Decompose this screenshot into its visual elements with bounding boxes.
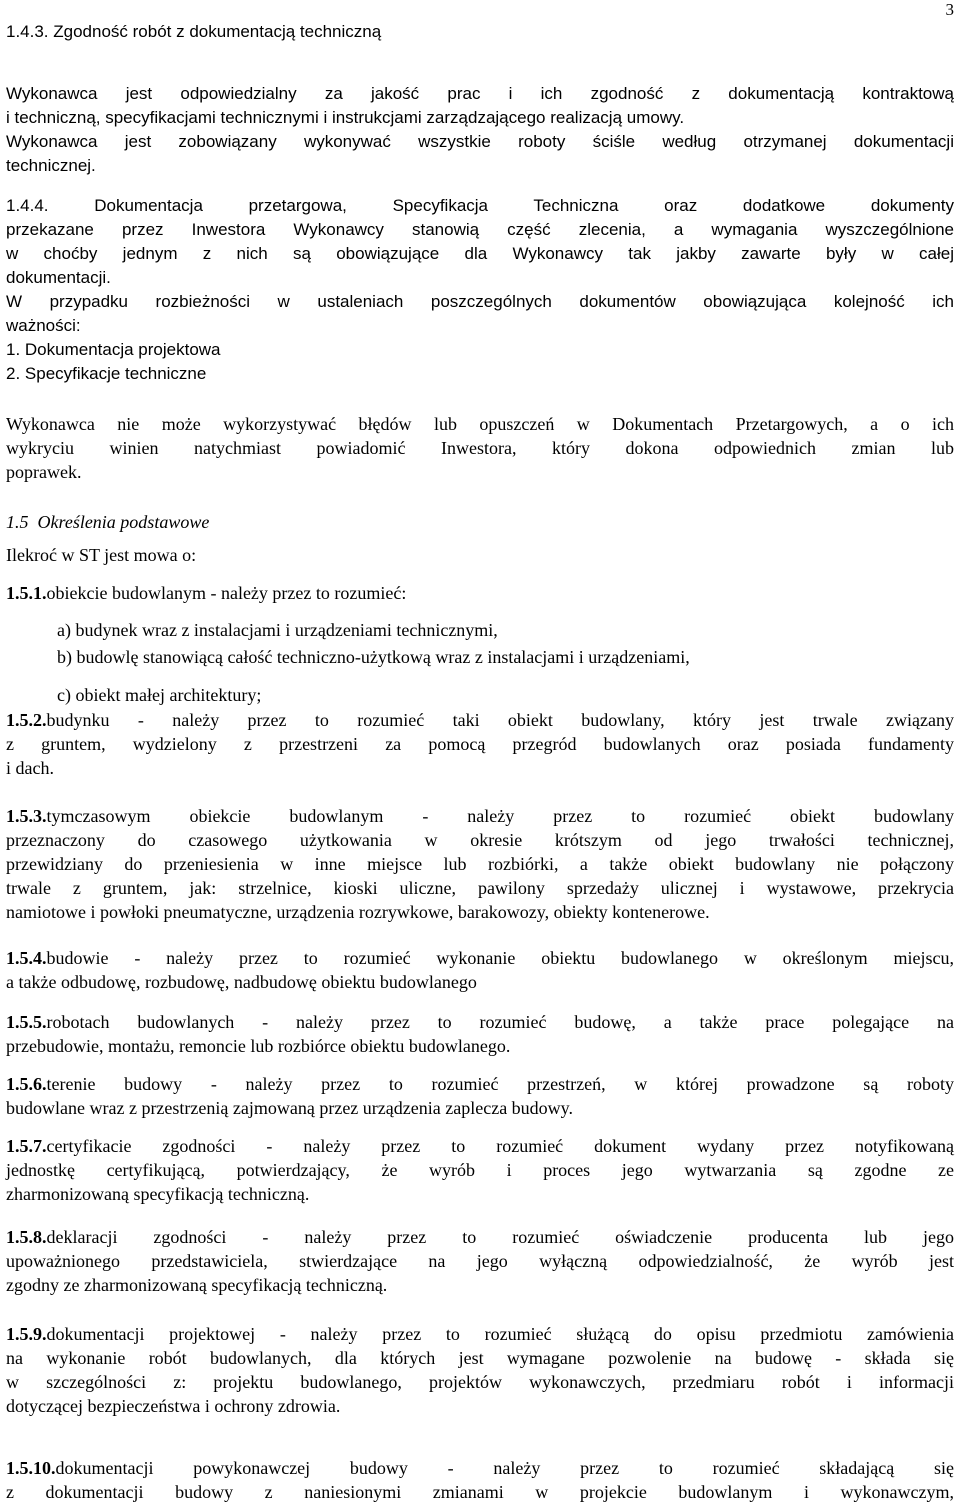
text-line: Wykonawca nie może wykorzystywać błędów lub opuszczeń w Dokumentach Przetargowych, a o ich: [6, 414, 954, 434]
text-line: [6, 1225, 954, 1249]
definition-text: deklaracji zgodności - należy przez to rozumieć oświadczenie producenta lub jego: [46, 1227, 954, 1247]
text-line: i techniczną, specyfikacjami technicznymi i instrukcjami zarządzającego realizacją umowy.: [6, 108, 685, 127]
text-line: ważności:: [6, 316, 81, 335]
text-line: namiotowe i powłoki pneumatyczne, urządzenia rozrywkowe, barakowozy, obiekty kontenerowe.: [6, 902, 710, 922]
definition-text: dokumentacji powykonawczej budowy - należy przez to rozumieć składającą się: [55, 1458, 954, 1478]
definition-152: [6, 708, 954, 780]
definition-154: [6, 946, 954, 994]
definition-text: terenie budowy - należy przez to rozumieć przestrzeń, w której prowadzone są roboty: [46, 1074, 954, 1094]
text-line: [6, 1456, 954, 1480]
definition-number: 1.5.7.: [6, 1136, 47, 1156]
definition-151: [6, 581, 954, 605]
definition-151-item-b: b) budowlę stanowiącą całość techniczno-użytkową wraz z instalacjami i urządzeniami,: [57, 647, 690, 667]
text-line: upoważnionego przedstawiciela, stwierdzające na jego wyłączną odpowiedzialność, że wyrób jest: [6, 1251, 954, 1271]
definition-number: 1.5.2.: [6, 710, 47, 730]
text-line: W przypadku rozbieżności w ustaleniach poszczególnych dokumentów obowiązująca kolejność ich: [6, 292, 954, 311]
text-line: w szczególności z: projektu budowlanego, projektów wykonawczych, przedmiaru robót i informacji: [6, 1372, 954, 1392]
text-line: przeznaczony do czasowego użytkowania w okresie krótszym od jego trwałości technicznej,: [6, 830, 954, 850]
paragraph-144: [6, 194, 954, 386]
text-line: na wykonanie robót budowlanych, dla których jest wymagane pozwolenie na budowę - składa się: [6, 1348, 954, 1368]
definition-text: obiekcie budowlanym - należy przez to rozumieć:: [46, 583, 407, 603]
definition-157: [6, 1134, 954, 1206]
text-line: a także odbudowę, rozbudowę, nadbudowę obiektu budowlanego: [6, 972, 477, 992]
definition-text: dokumentacji projektowej - należy przez to rozumieć służącą do opisu przedmiotu zamówienia: [46, 1324, 954, 1344]
text-line: [6, 708, 954, 732]
text-line: dotyczącej bezpieczeństwa i ochrony zdrowia.: [6, 1396, 341, 1416]
text-line: [6, 1322, 954, 1346]
definition-number: 1.5.8.: [6, 1227, 47, 1247]
text-line: w choćby jednym z nich są obowiązujące dla Wykonawcy tak jakby zawarte były w całej: [6, 244, 954, 263]
text-line: [6, 946, 954, 970]
definition-number: 1.5.9.: [6, 1324, 47, 1344]
text-line: 1.4.4. Dokumentacja przetargowa, Specyfikacja Techniczna oraz dodatkowe dokumenty: [6, 196, 954, 215]
text-line: Wykonawca jest odpowiedzialny za jakość prac i ich zgodność z dokumentacją kontraktową: [6, 84, 954, 103]
section-heading-15: 1.5 Określenia podstawowe: [6, 512, 210, 532]
definition-158: [6, 1225, 954, 1297]
definition-text: budynku - należy przez to rozumieć taki obiekt budowlany, który jest trwale związany: [46, 710, 954, 730]
section-title-143: 1.4.3. Zgodność robót z dokumentacją techniczną: [6, 22, 382, 41]
definition-151-item-c: c) obiekt małej architektury;: [57, 685, 262, 705]
list-item: 1. Dokumentacja projektowa: [6, 340, 221, 359]
text-line: z dokumentacji budowy z naniesionymi zmianami w projekcie budowlanym i wykonawczym,: [6, 1482, 954, 1502]
definition-156: [6, 1072, 954, 1120]
text-line: i dach.: [6, 758, 54, 778]
list-item: 2. Specyfikacje techniczne: [6, 364, 207, 383]
text-line: wykryciu winien natychmiast powiadomić Inwestora, który dokona odpowiednich zmian lub: [6, 438, 954, 458]
text-line: trwale z gruntem, jak: strzelnice, kioski uliczne, pawilony sprzedaży ulicznej i wystawowe, przekrycia: [6, 878, 954, 898]
text-line: poprawek.: [6, 462, 82, 482]
definition-number: 1.5.3.: [6, 806, 47, 826]
definition-number: 1.5.10.: [6, 1458, 56, 1478]
text-line: budowlane wraz z przestrzenią zajmowaną przez urządzenia zaplecza budowy.: [6, 1098, 574, 1118]
text-line: [6, 1010, 954, 1034]
definition-number: 1.5.4.: [6, 948, 47, 968]
section-intro: Ilekroć w ST jest mowa o:: [6, 545, 197, 565]
definition-text: robotach budowlanych - należy przez to rozumieć budowę, a także prace polegające na: [46, 1012, 954, 1032]
page-number: 3: [945, 0, 954, 19]
text-line: [6, 1134, 954, 1158]
definition-1510: [6, 1456, 954, 1504]
text-line: technicznej.: [6, 156, 96, 175]
text-line: z gruntem, wydzielony z przestrzeni za pomocą przegród budowlanych oraz posiada fundamenty: [6, 734, 954, 754]
text-line: przewidziany do przeniesienia w inne miejsce lub rozbiórki, a także obiekt budowlany nie połączony: [6, 854, 954, 874]
text-line: zharmonizowaną specyfikacją techniczną.: [6, 1184, 310, 1204]
text-line: [6, 804, 954, 828]
text-line: Wykonawca jest zobowiązany wykonywać wszystkie roboty ściśle według otrzymanej dokumentacji: [6, 132, 954, 151]
definition-text: certyfikacie zgodności - należy przez to rozumieć dokument wydany przez notyfikowaną: [46, 1136, 954, 1156]
text-line: jednostkę certyfikującą, potwierdzający, że wyrób i proces jego wytwarzania są zgodne ze: [6, 1160, 954, 1180]
definition-text: tymczasowym obiekcie budowlanym - należy przez to rozumieć obiekt budowlany: [46, 806, 954, 826]
definition-155: [6, 1010, 954, 1058]
definition-text: budowie - należy przez to rozumieć wykonanie obiektu budowlanego w określonym miejscu,: [46, 948, 954, 968]
text-line: zgodny ze zharmonizowaną specyfikacją techniczną.: [6, 1275, 388, 1295]
text-line: dokumentacji.: [6, 268, 111, 287]
definition-159: [6, 1322, 954, 1418]
definition-number: 1.5.5.: [6, 1012, 47, 1032]
paragraph-errors: [6, 412, 954, 484]
text-line: przekazane przez Inwestora Wykonawcy stanowią część zlecenia, a wymagania wyszczególnione: [6, 220, 954, 239]
text-line: [6, 1072, 954, 1096]
definition-number: 1.5.1.: [6, 583, 47, 603]
definition-153: [6, 804, 954, 924]
paragraph-143: [6, 82, 954, 178]
definition-151-item-a: a) budynek wraz z instalacjami i urządzeniami technicznymi,: [57, 620, 498, 640]
text-line: przebudowie, montażu, remoncie lub rozbiórce obiektu budowlanego.: [6, 1036, 511, 1056]
definition-number: 1.5.6.: [6, 1074, 47, 1094]
